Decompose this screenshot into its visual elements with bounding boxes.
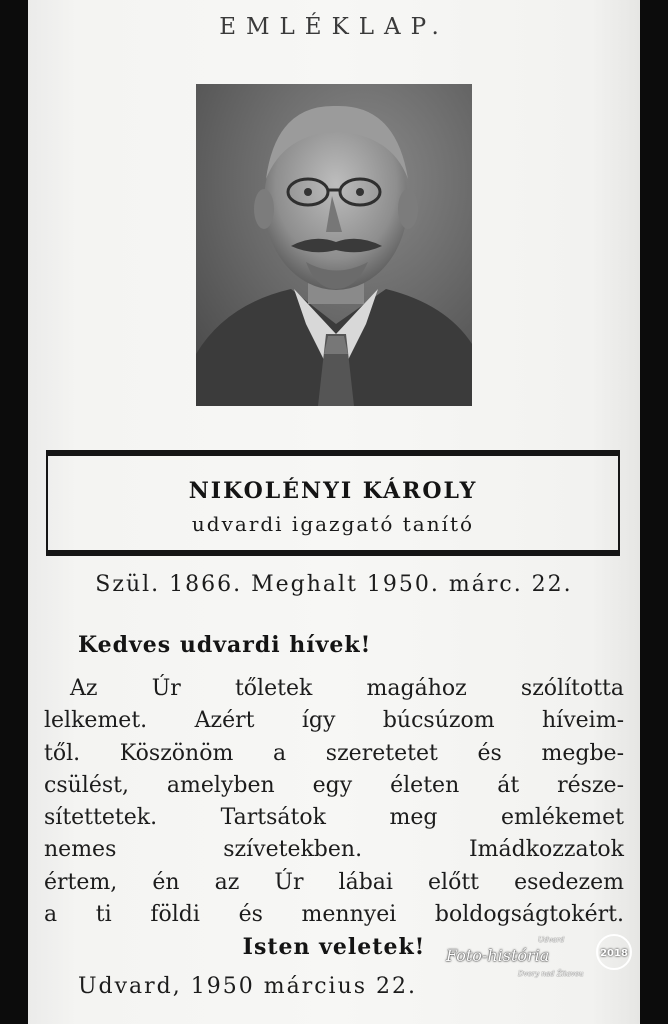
letter-line: lelkemet. Azért így búcsúzom híveim- bbox=[44, 708, 624, 734]
portrait-image bbox=[196, 84, 472, 406]
watermark-year-badge: 2018 bbox=[596, 934, 632, 970]
life-dates: Szül. 1866. Meghalt 1950. márc. 22. bbox=[95, 572, 573, 597]
letter-line: értem, én az Úr lábai előtt esedezem bbox=[44, 869, 624, 895]
deceased-name: NIKOLÉNYI KÁROLY bbox=[188, 478, 478, 504]
card-title: EMLÉKLAP. bbox=[219, 14, 449, 40]
letter-closing: Isten veletek! bbox=[242, 934, 426, 960]
watermark-main-text: Foto-história bbox=[446, 946, 550, 965]
portrait-photo bbox=[196, 84, 472, 406]
letter-body bbox=[44, 673, 624, 931]
watermark-top-text: Udvard bbox=[538, 936, 565, 944]
name-box bbox=[46, 450, 620, 556]
letter-line: csülést, amelyben egy életen át része- bbox=[44, 772, 624, 798]
letter-line: sítettetek. Tartsátok meg emlékemet bbox=[44, 805, 624, 831]
place-and-date: Udvard, 1950 március 22. bbox=[78, 974, 418, 999]
watermark-bottom-text: Dvory nad Žitavou bbox=[518, 970, 584, 978]
letter-line: től. Köszönöm a szeretetet és megbe- bbox=[44, 740, 624, 766]
letter-line: Az Úr tőletek magához szólította bbox=[70, 676, 624, 701]
foto-historia-watermark bbox=[438, 930, 638, 986]
letter-greeting: Kedves udvardi hívek! bbox=[78, 632, 372, 658]
letter-line: nemes szívetekben. Imádkozzatok bbox=[44, 837, 624, 863]
memorial-card bbox=[28, 0, 640, 1024]
deceased-role: udvardi igazgató tanító bbox=[191, 512, 475, 536]
letter-line: a ti földi és mennyei boldogságtokért. bbox=[44, 902, 624, 928]
